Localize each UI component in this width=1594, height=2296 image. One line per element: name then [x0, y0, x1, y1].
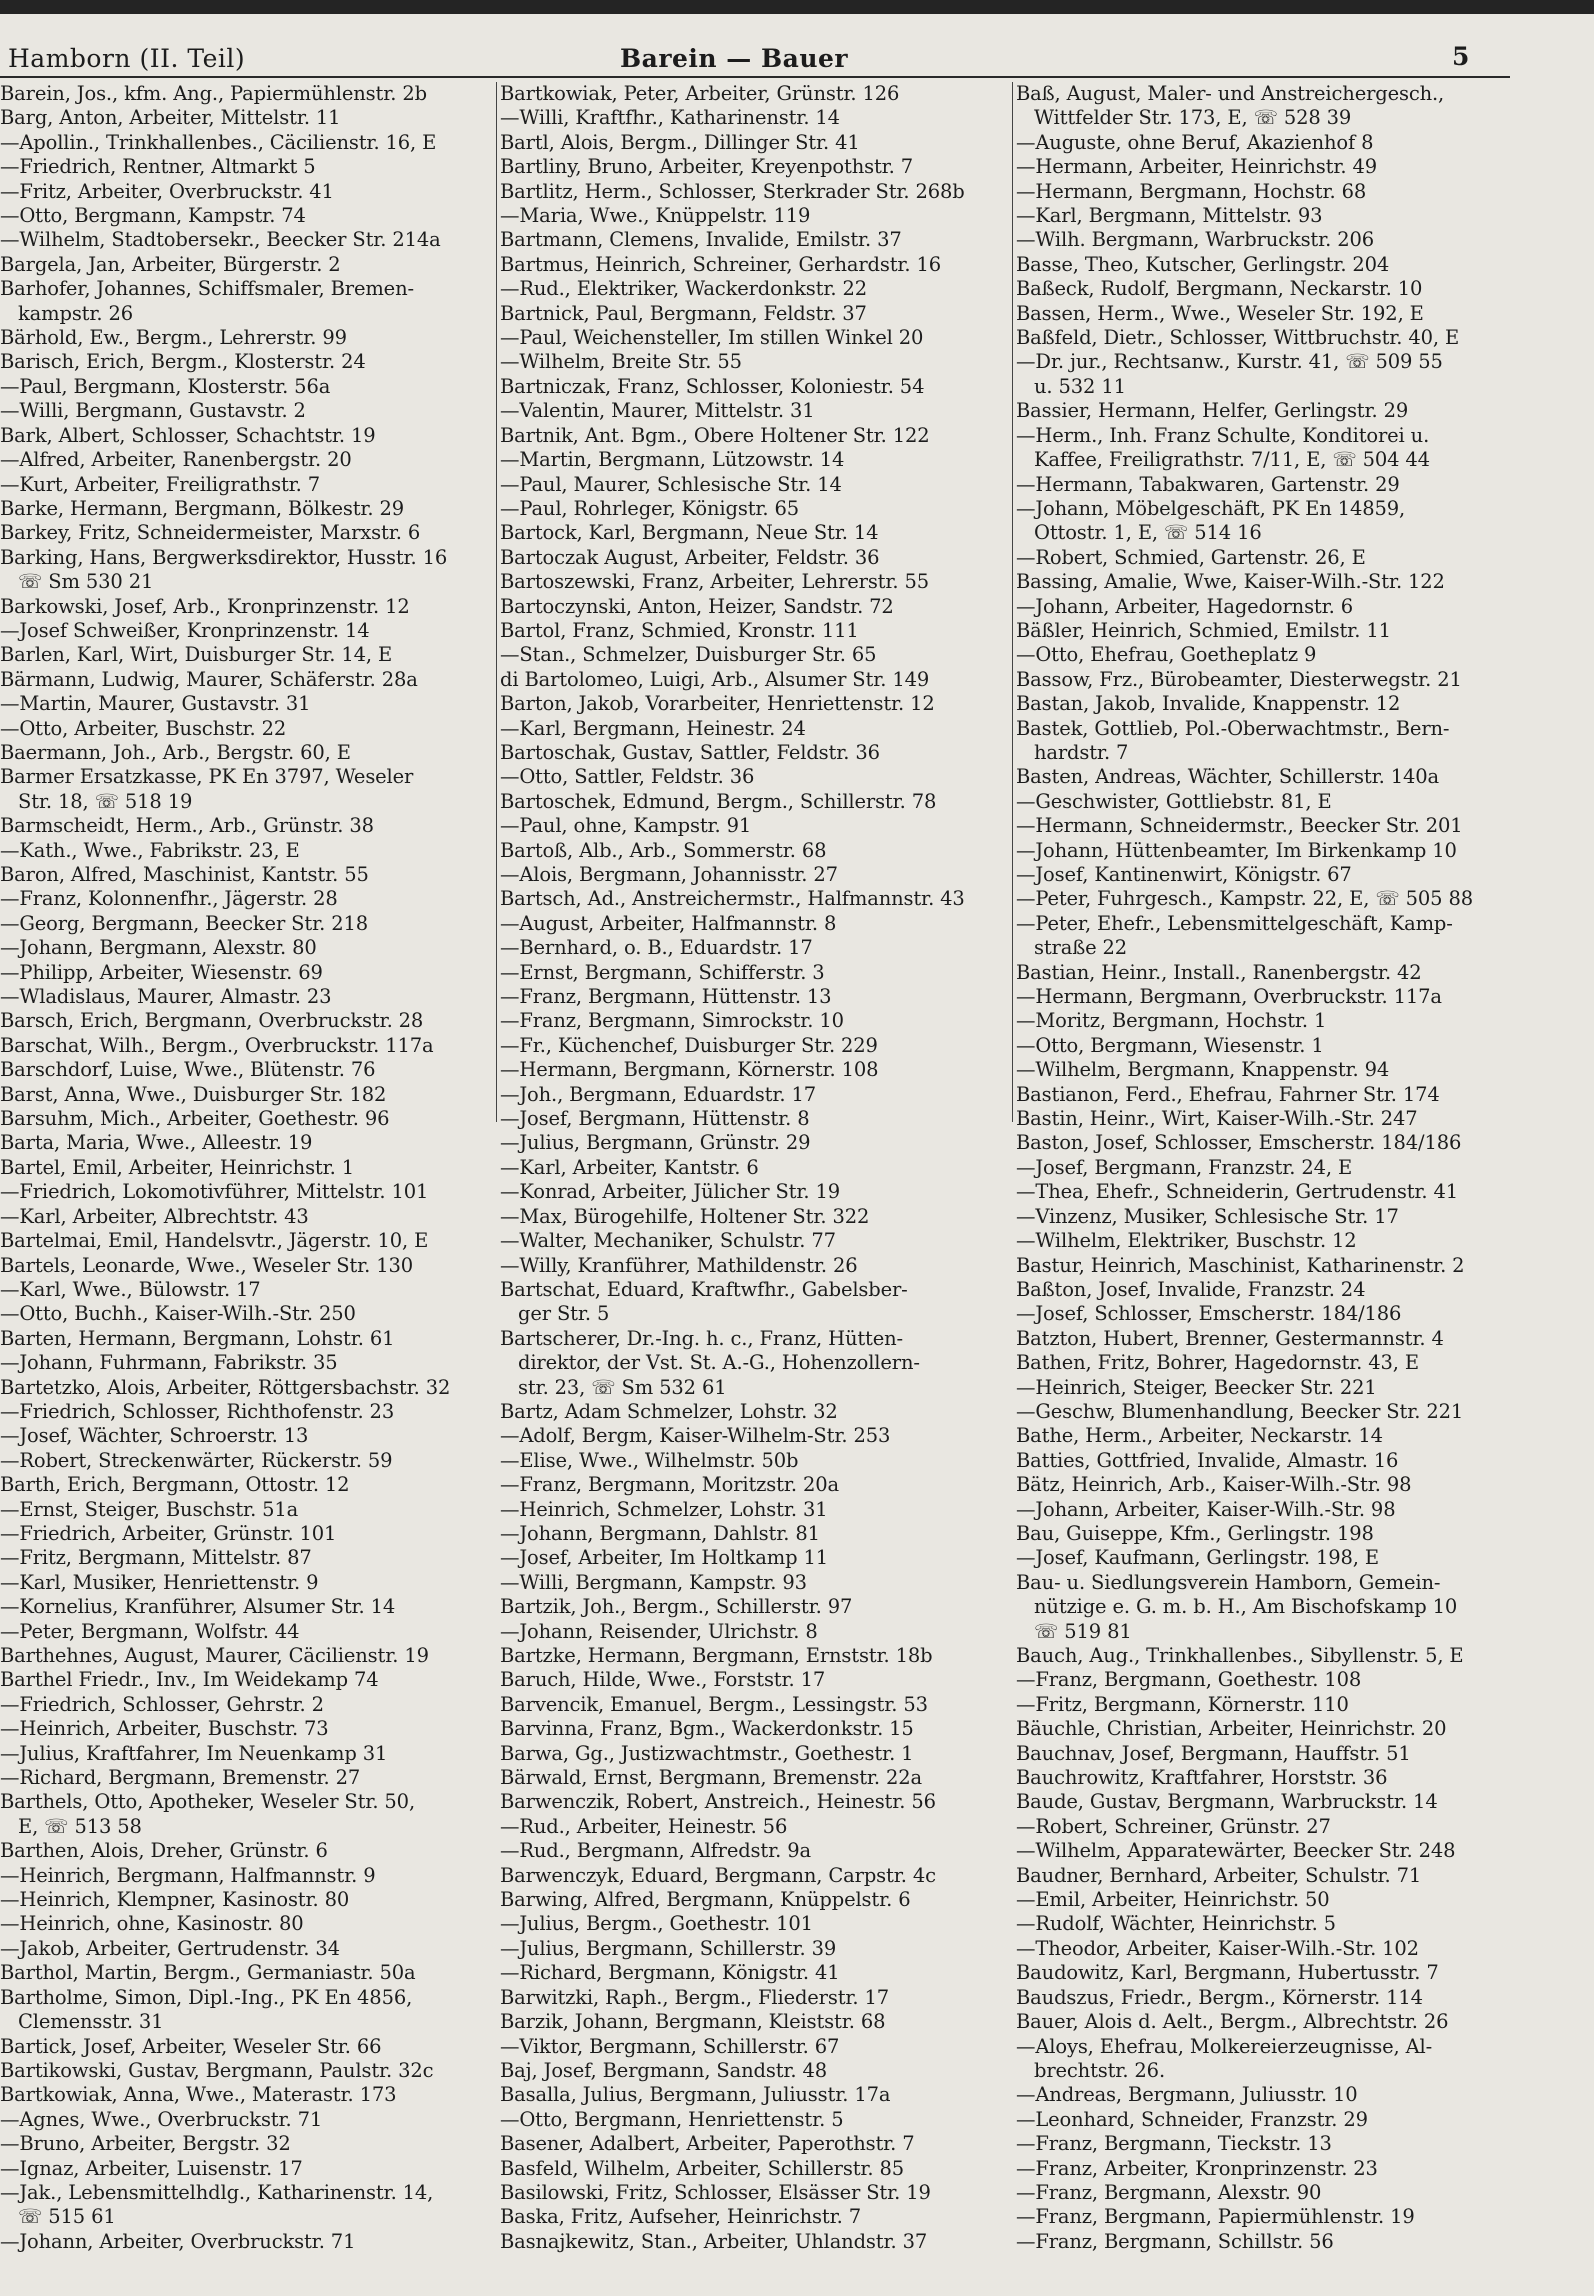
directory-line: Bartoschak, Gustav, Sattler, Feldstr. 36 — [500, 740, 880, 764]
directory-line: Bäßler, Heinrich, Schmied, Emilstr. 11 — [1016, 618, 1391, 642]
directory-line: —Friedrich, Lokomotivführer, Mittelstr. 101 — [0, 1180, 429, 1204]
directory-line: Basse, Theo, Kutscher, Gerlingstr. 204 — [1016, 252, 1390, 276]
directory-line: —Agnes, Wwe., Overbruckstr. 71 — [0, 2107, 323, 2131]
directory-line: —Johann, Bergmann, Alexstr. 80 — [0, 936, 317, 960]
header-range-title: Barein — Bauer — [620, 44, 849, 73]
directory-line: —Otto, Bergmann, Wiesenstr. 1 — [1016, 1033, 1324, 1057]
directory-line: Baruch, Hilde, Wwe., Forststr. 17 — [500, 1668, 826, 1692]
directory-line: Baß, August, Maler- und Anstreichergesch., — [1016, 82, 1445, 105]
directory-line: —Friedrich, Arbeiter, Grünstr. 101 — [0, 1521, 337, 1545]
directory-line: Baermann, Joh., Arb., Bergstr. 60, E — [0, 740, 351, 764]
directory-line: —Johann, Hüttenbeamter, Im Birkenkamp 10 — [1016, 838, 1457, 862]
directory-line: Baudszus, Friedr., Bergm., Körnerstr. 114 — [1016, 1985, 1423, 2009]
directory-line: Bartnik, Ant. Bgm., Obere Holtener Str. 122 — [500, 423, 930, 447]
directory-line: Baska, Fritz, Aufseher, Heinrichstr. 7 — [500, 2205, 861, 2229]
directory-line: Bargela, Jan, Arbeiter, Bürgerstr. 2 — [0, 252, 341, 276]
directory-line: Bark, Albert, Schlosser, Schachtstr. 19 — [0, 423, 376, 447]
directory-line: Bartkowiak, Peter, Arbeiter, Grünstr. 126 — [500, 82, 900, 105]
directory-line: —Josef, Bergmann, Hüttenstr. 8 — [500, 1107, 810, 1131]
directory-line: —Robert, Schreiner, Grünstr. 27 — [1016, 1814, 1331, 1838]
directory-line: —Wilh. Bergmann, Warbruckstr. 206 — [1016, 228, 1375, 252]
directory-line: Barthol, Martin, Bergm., Germaniastr. 50a — [0, 1961, 416, 1985]
directory-line: —Hermann, Tabakwaren, Gartenstr. 29 — [1016, 472, 1400, 496]
directory-line: Bartzke, Hermann, Bergmann, Ernststr. 18b — [500, 1644, 933, 1667]
directory-line: —Paul, Rohrleger, Königstr. 65 — [500, 496, 800, 520]
directory-line: Barwitzki, Raph., Bergm., Fliederstr. 17 — [500, 1985, 890, 2009]
directory-line: —Rud., Bergmann, Alfredstr. 9a — [500, 1839, 811, 1863]
header-rule — [0, 76, 1510, 78]
directory-line: Barthels, Otto, Apotheker, Weseler Str. 50, — [0, 1790, 415, 1814]
directory-line: —Franz, Bergmann, Simrockstr. 10 — [500, 1009, 844, 1033]
directory-line: Bartmus, Heinrich, Schreiner, Gerhardstr. 16 — [500, 252, 942, 276]
directory-line: —Wladislaus, Maurer, Almastr. 23 — [0, 985, 332, 1009]
directory-line: —Otto, Ehefrau, Goetheplatz 9 — [1016, 643, 1317, 667]
directory-line: —Franz, Bergmann, Papiermühlenstr. 19 — [1016, 2205, 1415, 2229]
directory-line: —Willi, Bergmann, Gustavstr. 2 — [0, 399, 306, 423]
directory-line: Bartel, Emil, Arbeiter, Heinrichstr. 1 — [0, 1155, 355, 1179]
directory-line: Barth, Erich, Bergmann, Ottostr. 12 — [0, 1473, 350, 1497]
directory-line: —Paul, ohne, Kampstr. 91 — [500, 814, 752, 838]
directory-line: —Franz, Bergmann, Schillstr. 56 — [1016, 2229, 1334, 2253]
directory-line: —Max, Bürogehilfe, Holtener Str. 322 — [500, 1204, 870, 1228]
directory-line: —Apollin., Trinkhallenbes., Cäcilienstr. 16, E — [0, 130, 437, 154]
directory-line: direktor, der Vst. St. A.-G., Hohenzollern- — [518, 1351, 920, 1375]
directory-line: Barmer Ersatzkasse, PK En 3797, Weseler — [0, 765, 414, 789]
directory-line: Bassier, Hermann, Helfer, Gerlingstr. 29 — [1016, 399, 1409, 423]
directory-line: —Moritz, Bergmann, Hochstr. 1 — [1016, 1009, 1327, 1033]
directory-line: —Martin, Maurer, Gustavstr. 31 — [0, 692, 311, 716]
directory-line: Baj, Josef, Bergmann, Sandstr. 48 — [500, 2058, 828, 2082]
directory-line: Bartmann, Clemens, Invalide, Emilstr. 37 — [500, 228, 902, 252]
directory-line: —Franz, Bergmann, Moritzstr. 20a — [500, 1473, 839, 1497]
directory-line: Barst, Anna, Wwe., Duisburger Str. 182 — [0, 1082, 387, 1106]
directory-line: Barlen, Karl, Wirt, Duisburger Str. 14, E — [0, 643, 393, 667]
directory-line: nützige e. G. m. b. H., Am Bischofskamp 10 — [1034, 1595, 1458, 1619]
directory-line: ☏ Sm 530 21 — [18, 570, 154, 594]
directory-line: —Wilhelm, Bergmann, Knappenstr. 94 — [1016, 1058, 1390, 1082]
directory-line: Bastin, Heinr., Wirt, Kaiser-Wilh.-Str. 247 — [1016, 1107, 1418, 1131]
directory-line: Barthehnes, August, Maurer, Cäcilienstr. 19 — [0, 1644, 429, 1667]
directory-line: —Heinrich, Arbeiter, Buschstr. 73 — [0, 1717, 329, 1741]
directory-line: —Heinrich, Bergmann, Halfmannstr. 9 — [0, 1863, 376, 1887]
directory-line: —Hermann, Bergmann, Körnerstr. 108 — [500, 1058, 879, 1082]
directory-line: —Wilhelm, Apparatewärter, Beecker Str. 248 — [1016, 1839, 1456, 1863]
directory-line: Barking, Hans, Bergwerksdirektor, Husstr. 16 — [0, 545, 448, 569]
directory-line: Baron, Alfred, Maschinist, Kantstr. 55 — [0, 863, 369, 886]
directory-line: —Bernhard, o. B., Eduardstr. 17 — [500, 936, 813, 960]
directory-line: Bartoczynski, Anton, Heizer, Sandstr. 72 — [500, 594, 894, 618]
directory-line: Bassen, Herm., Wwe., Weseler Str. 192, E — [1016, 301, 1424, 325]
directory-line: —Stan., Schmelzer, Duisburger Str. 65 — [500, 643, 877, 667]
directory-line: —Paul, Weichensteller, Im stillen Winkel 20 — [500, 326, 924, 350]
directory-line: —Heinrich, ohne, Kasinostr. 80 — [0, 1912, 304, 1936]
directory-line: Bau, Guiseppe, Kfm., Gerlingstr. 198 — [1016, 1521, 1374, 1545]
directory-line: brechtstr. 26. — [1034, 2058, 1165, 2082]
directory-line: —Johann, Arbeiter, Overbruckstr. 71 — [0, 2229, 356, 2253]
directory-line: hardstr. 7 — [1034, 740, 1129, 764]
directory-line: —Theodor, Arbeiter, Kaiser-Wilh.-Str. 102 — [1016, 1936, 1419, 1960]
directory-line: —Josef, Bergmann, Franzstr. 24, E — [1016, 1155, 1353, 1179]
directory-line: —Paul, Maurer, Schlesische Str. 14 — [500, 472, 842, 496]
directory-line: —Johann, Fuhrmann, Fabrikstr. 35 — [0, 1351, 338, 1375]
directory-line: Bastur, Heinrich, Maschinist, Katharinenstr. 2 — [1016, 1253, 1465, 1277]
page-header — [0, 40, 1520, 74]
directory-line: —Franz, Bergmann, Goethestr. 108 — [1016, 1668, 1362, 1692]
directory-line: Basfeld, Wilhelm, Arbeiter, Schillerstr. 85 — [500, 2156, 905, 2180]
directory-line: Bauchrowitz, Kraftfahrer, Horststr. 36 — [1016, 1766, 1388, 1790]
directory-line: Bätz, Heinrich, Arb., Kaiser-Wilh.-Str. 98 — [1016, 1473, 1412, 1497]
directory-line: —Julius, Bergm., Goethestr. 101 — [500, 1912, 813, 1936]
directory-line: Bauer, Alois d. Aelt., Bergm., Albrechtstr. 26 — [1016, 2010, 1449, 2034]
directory-line: —August, Arbeiter, Halfmannstr. 8 — [500, 911, 837, 935]
directory-line: Bartliny, Bruno, Arbeiter, Kreyenpothstr. 7 — [500, 155, 914, 179]
directory-line: —Heinrich, Klempner, Kasinostr. 80 — [0, 1888, 350, 1912]
directory-line: Bastian, Heinr., Install., Ranenbergstr. 42 — [1016, 960, 1422, 984]
directory-line: —Hermann, Bergmann, Hochstr. 68 — [1016, 179, 1367, 203]
directory-line: —Elise, Wwe., Wilhelmstr. 50b — [500, 1448, 799, 1472]
page-number: 5 — [1452, 42, 1470, 71]
directory-line: Bartelmai, Emil, Handelsvtr., Jägerstr. 10, E — [0, 1229, 429, 1253]
directory-line: —Ernst, Bergmann, Schifferstr. 3 — [500, 960, 825, 984]
directory-line: di Bartolomeo, Luigi, Arb., Alsumer Str. 149 — [500, 667, 930, 691]
directory-line: Bauchnav, Josef, Bergmann, Hauffstr. 51 — [1016, 1741, 1411, 1765]
directory-line: Barke, Hermann, Bergmann, Bölkestr. 29 — [0, 496, 405, 520]
directory-line: —Auguste, ohne Beruf, Akazienhof 8 — [1016, 130, 1374, 154]
directory-line: —Rud., Arbeiter, Heinestr. 56 — [500, 1814, 788, 1838]
directory-line: —Fritz, Bergmann, Körnerstr. 110 — [1016, 1692, 1349, 1716]
directory-line: Barschat, Wilh., Bergm., Overbruckstr. 117a — [0, 1033, 434, 1057]
directory-line: Barvencik, Emanuel, Bergm., Lessingstr. 53 — [500, 1692, 928, 1716]
directory-line: —Martin, Bergmann, Lützowstr. 14 — [500, 448, 845, 472]
directory-line: ☏ 515 61 — [18, 2205, 116, 2229]
column-divider-1 — [496, 82, 497, 1122]
directory-line: Barsch, Erich, Bergmann, Overbruckstr. 28 — [0, 1009, 424, 1033]
directory-line: —Friedrich, Schlosser, Richthofenstr. 23 — [0, 1399, 395, 1423]
directory-line: —Fr., Küchenchef, Duisburger Str. 229 — [500, 1033, 878, 1057]
directory-line: Bathe, Herm., Arbeiter, Neckarstr. 14 — [1016, 1424, 1383, 1448]
directory-line: —Wilhelm, Breite Str. 55 — [500, 350, 742, 374]
directory-line: Bartz, Adam Schmelzer, Lohstr. 32 — [500, 1399, 838, 1423]
directory-line: —Vinzenz, Musiker, Schlesische Str. 17 — [1016, 1204, 1399, 1228]
directory-line: —Karl, Musiker, Henriettenstr. 9 — [0, 1570, 319, 1594]
directory-line: Bartoschek, Edmund, Bergm., Schillerstr. 78 — [500, 789, 937, 813]
directory-line: Barvinna, Franz, Bgm., Wackerdonkstr. 15 — [500, 1717, 914, 1741]
directory-line: Bathen, Fritz, Bohrer, Hagedornstr. 43, E — [1016, 1351, 1419, 1375]
directory-line: —Josef, Kaufmann, Gerlingstr. 198, E — [1016, 1546, 1379, 1570]
directory-line: —Jakob, Arbeiter, Gertrudenstr. 34 — [0, 1936, 340, 1960]
directory-line: —Walter, Mechaniker, Schulstr. 77 — [500, 1229, 836, 1253]
directory-line: Baude, Gustav, Bergmann, Warbruckstr. 14 — [1016, 1790, 1438, 1814]
directory-line: Baston, Josef, Schlosser, Emscherstr. 184/186 — [1016, 1131, 1462, 1155]
directory-line: —Josef, Arbeiter, Im Holtkamp 11 — [500, 1546, 828, 1570]
directory-line: Barein, Jos., kfm. Ang., Papiermühlenstr. 2b — [0, 82, 427, 105]
directory-line: Baßfeld, Dietr., Schlosser, Wittbruchstr. 40, E — [1016, 326, 1460, 350]
directory-line: —Karl, Bergmann, Mittelstr. 93 — [1016, 204, 1323, 228]
directory-line: —Franz, Kolonnenfhr., Jägerstr. 28 — [0, 887, 338, 911]
directory-line: Bartl, Alois, Bergm., Dillinger Str. 41 — [500, 130, 860, 154]
directory-line: E, ☏ 513 58 — [18, 1814, 142, 1838]
directory-line: Clemensstr. 31 — [18, 2010, 164, 2034]
directory-line: Bartkowiak, Anna, Wwe., Materastr. 173 — [0, 2083, 397, 2107]
directory-line: Bartol, Franz, Schmied, Kronstr. 111 — [500, 618, 859, 642]
directory-line: —Fritz, Arbeiter, Overbruckstr. 41 — [0, 179, 334, 203]
directory-line: Bartels, Leonarde, Wwe., Weseler Str. 130 — [0, 1253, 413, 1277]
directory-line: Barthen, Alois, Dreher, Grünstr. 6 — [0, 1839, 328, 1863]
header-left-title: Hamborn (II. Teil) — [8, 44, 246, 73]
directory-line: Barschdorf, Luise, Wwe., Blütenstr. 76 — [0, 1058, 376, 1082]
directory-line: —Karl, Arbeiter, Albrechtstr. 43 — [0, 1204, 309, 1228]
directory-line: —Franz, Bergmann, Alexstr. 90 — [1016, 2180, 1322, 2204]
directory-line: Basten, Andreas, Wächter, Schillerstr. 140a — [1016, 765, 1439, 789]
directory-line: —Peter, Fuhrgesch., Kampstr. 22, E, ☏ 505 88 — [1016, 887, 1473, 911]
directory-line: —Robert, Streckenwärter, Rückerstr. 59 — [0, 1448, 393, 1472]
directory-line: Bartzik, Joh., Bergm., Schillerstr. 97 — [500, 1595, 853, 1619]
directory-line: —Wilhelm, Elektriker, Buschstr. 12 — [1016, 1229, 1357, 1253]
directory-line: Ottostr. 1, E, ☏ 514 16 — [1034, 521, 1262, 545]
directory-line: Bassow, Frz., Bürobeamter, Diesterwegstr. 21 — [1016, 667, 1462, 691]
directory-line: —Franz, Arbeiter, Kronprinzenstr. 23 — [1016, 2156, 1378, 2180]
directory-line: —Fritz, Bergmann, Mittelstr. 87 — [0, 1546, 312, 1570]
directory-line: Bartsch, Ad., Anstreichermstr., Halfmannstr. 43 — [500, 887, 965, 911]
directory-line: Baudowitz, Karl, Bergmann, Hubertusstr. 7 — [1016, 1961, 1439, 1985]
directory-line: Batzton, Hubert, Brenner, Gestermannstr. 4 — [1016, 1326, 1444, 1350]
column-2 — [500, 82, 1012, 2286]
directory-line: Barwenczyk, Eduard, Bergmann, Carpstr. 4c — [500, 1863, 936, 1887]
directory-line: —Hermann, Schneidermstr., Beecker Str. 201 — [1016, 814, 1463, 838]
directory-line: Bartnick, Paul, Bergmann, Feldstr. 37 — [500, 301, 867, 325]
directory-line: Barwing, Alfred, Bergmann, Knüppelstr. 6 — [500, 1888, 911, 1912]
directory-line: —Karl, Arbeiter, Kantstr. 6 — [500, 1155, 759, 1179]
directory-line: Bartoszewski, Franz, Arbeiter, Lehrerstr. 55 — [500, 570, 930, 594]
directory-line: Bastan, Jakob, Invalide, Knappenstr. 12 — [1016, 692, 1401, 716]
directory-line: Str. 18, ☏ 518 19 — [18, 789, 193, 813]
column-divider-2 — [1012, 82, 1013, 1122]
directory-line: Barisch, Erich, Bergm., Klosterstr. 24 — [0, 350, 366, 374]
directory-line: str. 23, ☏ Sm 532 61 — [518, 1375, 727, 1399]
directory-line: —Heinrich, Schmelzer, Lohstr. 31 — [500, 1497, 828, 1521]
directory-line: —Richard, Bergmann, Bremenstr. 27 — [0, 1766, 361, 1790]
directory-line: Bartetzko, Alois, Arbeiter, Röttgersbachstr. 32 — [0, 1375, 451, 1399]
directory-line: —Herm., Inh. Franz Schulte, Konditorei u. — [1016, 423, 1430, 447]
directory-line: Bartlitz, Herm., Schlosser, Sterkrader Str. 268b — [500, 179, 965, 203]
directory-line: Barton, Jakob, Vorarbeiter, Henriettenstr. 12 — [500, 692, 935, 716]
directory-line: —Willy, Kranführer, Mathildenstr. 26 — [500, 1253, 858, 1277]
directory-line: straße 22 — [1034, 936, 1128, 960]
directory-line: —Julius, Bergmann, Grünstr. 29 — [500, 1131, 811, 1155]
directory-line: —Julius, Bergmann, Schillerstr. 39 — [500, 1936, 837, 1960]
directory-line: —Kurt, Arbeiter, Freiligrathstr. 7 — [0, 472, 321, 496]
directory-line: Kaffee, Freiligrathstr. 7/11, E, ☏ 504 44 — [1034, 448, 1430, 472]
directory-line: —Josef, Kantinenwirt, Königstr. 67 — [1016, 863, 1352, 886]
directory-line: —Paul, Bergmann, Klosterstr. 56a — [0, 374, 331, 398]
directory-line: —Willi, Kraftfhr., Katharinenstr. 14 — [500, 106, 840, 130]
directory-line: Wittfelder Str. 173, E, ☏ 528 39 — [1034, 106, 1352, 130]
directory-line: —Peter, Bergmann, Wolfstr. 44 — [0, 1619, 300, 1643]
directory-line: Barhofer, Johannes, Schiffsmaler, Bremen- — [0, 277, 414, 301]
directory-line: Bartschat, Eduard, Kraftwfhr., Gabelsber- — [500, 1277, 908, 1301]
directory-line: Basener, Adalbert, Arbeiter, Paperothstr. 7 — [500, 2132, 915, 2156]
directory-line: Bartscherer, Dr.-Ing. h. c., Franz, Hütten- — [500, 1326, 903, 1350]
directory-line: —Otto, Arbeiter, Buschstr. 22 — [0, 716, 287, 740]
directory-line: —Johann, Bergmann, Dahlstr. 81 — [500, 1521, 820, 1545]
directory-line: Baudner, Bernhard, Arbeiter, Schulstr. 71 — [1016, 1863, 1422, 1887]
directory-line: Bastek, Gottlieb, Pol.-Oberwachtmstr., Bern- — [1016, 716, 1450, 740]
directory-line: Batties, Gottfried, Invalide, Almastr. 16 — [1016, 1448, 1399, 1472]
directory-line: u. 532 11 — [1034, 374, 1126, 398]
directory-line: Bäuchle, Christian, Arbeiter, Heinrichstr. 20 — [1016, 1717, 1447, 1741]
directory-line: Barkey, Fritz, Schneidermeister, Marxstr. 6 — [0, 521, 421, 545]
directory-line: —Otto, Bergmann, Henriettenstr. 5 — [500, 2107, 844, 2131]
directory-line: —Richard, Bergmann, Königstr. 41 — [500, 1961, 840, 1985]
directory-line: Bartoß, Alb., Arb., Sommerstr. 68 — [500, 838, 827, 862]
directory-line: —Franz, Bergmann, Hüttenstr. 13 — [500, 985, 832, 1009]
directory-line: —Franz, Bergmann, Tieckstr. 13 — [1016, 2132, 1332, 2156]
directory-line: —Bruno, Arbeiter, Bergstr. 32 — [0, 2132, 291, 2156]
scan-top-border — [0, 0, 1594, 14]
directory-line: —Johann, Arbeiter, Hagedornstr. 6 — [1016, 594, 1354, 618]
column-1 — [0, 82, 494, 2286]
directory-line: —Kornelius, Kranführer, Alsumer Str. 14 — [0, 1595, 396, 1619]
directory-line: —Otto, Bergmann, Kampstr. 74 — [0, 204, 306, 228]
directory-line: Bartock, Karl, Bergmann, Neue Str. 14 — [500, 521, 879, 545]
directory-line: Barwa, Gg., Justizwachtmstr., Goethestr. 1 — [500, 1741, 914, 1765]
directory-line: Bauch, Aug., Trinkhallenbes., Sibyllenstr. 5, E — [1016, 1644, 1464, 1667]
directory-line: —Josef, Schlosser, Emscherstr. 184/186 — [1016, 1302, 1402, 1326]
directory-line: —Rud., Elektriker, Wackerdonkstr. 22 — [500, 277, 867, 301]
directory-line: —Friedrich, Rentner, Altmarkt 5 — [0, 155, 316, 179]
directory-line: Barsuhm, Mich., Arbeiter, Goethestr. 96 — [0, 1107, 390, 1131]
directory-line: Basalla, Julius, Bergmann, Juliusstr. 17a — [500, 2083, 891, 2107]
directory-line: Basilowski, Fritz, Schlosser, Elsässer Str. 19 — [500, 2180, 931, 2204]
directory-line: Bartick, Josef, Arbeiter, Weseler Str. 66 — [0, 2034, 382, 2058]
directory-line: Bau- u. Siedlungsverein Hamborn, Gemein- — [1016, 1570, 1441, 1594]
directory-line: —Joh., Bergmann, Eduardstr. 17 — [500, 1082, 816, 1106]
directory-line: —Andreas, Bergmann, Juliusstr. 10 — [1016, 2083, 1358, 2107]
directory-line: —Friedrich, Schlosser, Gehrstr. 2 — [0, 1692, 324, 1716]
directory-line: —Adolf, Bergm, Kaiser-Wilhelm-Str. 253 — [500, 1424, 891, 1448]
directory-line: —Georg, Bergmann, Beecker Str. 218 — [0, 911, 368, 935]
directory-line: —Hermann, Bergmann, Overbruckstr. 117a — [1016, 985, 1442, 1009]
directory-line: —Maria, Wwe., Knüppelstr. 119 — [500, 204, 811, 228]
directory-line: —Konrad, Arbeiter, Jülicher Str. 19 — [500, 1180, 841, 1204]
directory-line: —Julius, Kraftfahrer, Im Neuenkamp 31 — [0, 1741, 388, 1765]
directory-line: —Josef, Wächter, Schroerstr. 13 — [0, 1424, 309, 1448]
directory-line: Bärmann, Ludwig, Maurer, Schäferstr. 28a — [0, 667, 418, 691]
directory-line: —Johann, Reisender, Ulrichstr. 8 — [500, 1619, 818, 1643]
directory-line: Bassing, Amalie, Wwe, Kaiser-Wilh.-Str. 122 — [1016, 570, 1445, 594]
directory-line: —Hermann, Arbeiter, Heinrichstr. 49 — [1016, 155, 1377, 179]
directory-line: —Dr. jur., Rechtsanw., Kurstr. 41, ☏ 509 55 — [1016, 350, 1443, 374]
directory-line: —Heinrich, Steiger, Beecker Str. 221 — [1016, 1375, 1377, 1399]
directory-line: Bartikowski, Gustav, Bergmann, Paulstr. 32c — [0, 2058, 434, 2082]
directory-line: —Alois, Bergmann, Johannisstr. 27 — [500, 863, 838, 886]
directory-line: —Otto, Buchh., Kaiser-Wilh.-Str. 250 — [0, 1302, 356, 1326]
directory-line: Basnajkewitz, Stan., Arbeiter, Uhlandstr. 37 — [500, 2229, 928, 2253]
directory-line: —Valentin, Maurer, Mittelstr. 31 — [500, 399, 815, 423]
directory-line: Bastianon, Ferd., Ehefrau, Fahrner Str. 174 — [1016, 1082, 1440, 1106]
directory-line: —Geschwister, Gottliebstr. 81, E — [1016, 789, 1332, 813]
directory-line: Bärhold, Ew., Bergm., Lehrerstr. 99 — [0, 326, 347, 350]
directory-line: Barten, Hermann, Bergmann, Lohstr. 61 — [0, 1326, 395, 1350]
directory-line: —Willi, Bergmann, Kampstr. 93 — [500, 1570, 807, 1594]
directory-line: kampstr. 26 — [18, 301, 133, 325]
directory-line: —Ignaz, Arbeiter, Luisenstr. 17 — [0, 2156, 303, 2180]
directory-line: Bärwald, Ernst, Bergmann, Bremenstr. 22a — [500, 1766, 923, 1790]
directory-line: —Thea, Ehefr., Schneiderin, Gertrudenstr. 41 — [1016, 1180, 1459, 1204]
directory-line: Barta, Maria, Wwe., Alleestr. 19 — [0, 1131, 313, 1155]
directory-line: Barthel Friedr., Inv., Im Weidekamp 74 — [0, 1668, 379, 1692]
directory-line: —Viktor, Bergmann, Schillerstr. 67 — [500, 2034, 840, 2058]
directory-line: —Otto, Sattler, Feldstr. 36 — [500, 765, 755, 789]
directory-line: —Geschw, Blumenhandlung, Beecker Str. 221 — [1016, 1399, 1464, 1423]
directory-line: —Kath., Wwe., Fabrikstr. 23, E — [0, 838, 300, 862]
directory-line: Barmscheidt, Herm., Arb., Grünstr. 38 — [0, 814, 374, 838]
column-3 — [1016, 82, 1536, 2286]
directory-line: —Robert, Schmied, Gartenstr. 26, E — [1016, 545, 1366, 569]
directory-line: —Johann, Möbelgeschäft, PK En 14859, — [1016, 496, 1406, 520]
directory-line: —Rudolf, Wächter, Heinrichstr. 5 — [1016, 1912, 1336, 1936]
directory-line: —Josef Schweißer, Kronprinzenstr. 14 — [0, 618, 370, 642]
directory-line: —Philipp, Arbeiter, Wiesenstr. 69 — [0, 960, 323, 984]
directory-line: Barkowski, Josef, Arb., Kronprinzenstr. 12 — [0, 594, 410, 618]
directory-line: —Ernst, Steiger, Buschstr. 51a — [0, 1497, 299, 1521]
directory-line: —Alfred, Arbeiter, Ranenbergstr. 20 — [0, 448, 352, 472]
directory-line: ger Str. 5 — [518, 1302, 610, 1326]
directory-line: Barwenczik, Robert, Anstreich., Heinestr. 56 — [500, 1790, 936, 1814]
directory-line: ☏ 519 81 — [1034, 1619, 1132, 1643]
directory-line: —Emil, Arbeiter, Heinrichstr. 50 — [1016, 1888, 1330, 1912]
directory-line: —Leonhard, Schneider, Franzstr. 29 — [1016, 2107, 1368, 2131]
directory-line: Bartholme, Simon, Dipl.-Ing., PK En 4856, — [0, 1985, 413, 2009]
directory-line: —Johann, Arbeiter, Kaiser-Wilh.-Str. 98 — [1016, 1497, 1396, 1521]
directory-line: —Jak., Lebensmittelhdlg., Katharinenstr. 14, — [0, 2180, 434, 2204]
directory-line: —Aloys, Ehefrau, Molkereierzeugnisse, Al- — [1016, 2034, 1433, 2058]
directory-line: Baßton, Josef, Invalide, Franzstr. 24 — [1016, 1277, 1366, 1301]
directory-line: Bartniczak, Franz, Schlosser, Koloniestr. 54 — [500, 374, 925, 398]
directory-line: Barg, Anton, Arbeiter, Mittelstr. 11 — [0, 106, 341, 130]
directory-line: Barzik, Johann, Bergmann, Kleiststr. 68 — [500, 2010, 886, 2034]
directory-line: —Karl, Bergmann, Heinestr. 24 — [500, 716, 806, 740]
directory-line: —Peter, Ehefr., Lebensmittelgeschäft, Kamp- — [1016, 911, 1453, 935]
directory-line: Bartoczak August, Arbeiter, Feldstr. 36 — [500, 545, 880, 569]
directory-line: —Wilhelm, Stadtobersekr., Beecker Str. 214a — [0, 228, 441, 252]
directory-line: —Karl, Wwe., Bülowstr. 17 — [0, 1277, 261, 1301]
directory-line: Baßeck, Rudolf, Bergmann, Neckarstr. 10 — [1016, 277, 1423, 301]
